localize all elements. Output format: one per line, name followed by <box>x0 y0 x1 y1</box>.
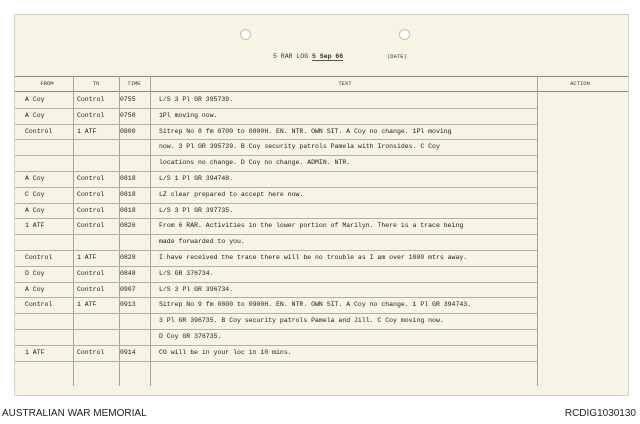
row-to-cell: Control <box>77 269 105 277</box>
row-to-cell: 1 ATF <box>77 254 97 261</box>
table-row <box>15 218 537 235</box>
row-time-cell: 0914 <box>120 348 136 356</box>
col-header-time: TIME <box>127 80 141 87</box>
row-time-cell: 0818 <box>120 206 136 214</box>
row-from-cell: 1 ATF <box>25 222 45 230</box>
row-from-cell: A Coy <box>25 206 45 214</box>
row-text-cell: made forwarded to you. <box>159 238 245 246</box>
row-time-cell: 0826 <box>120 222 136 230</box>
row-to-cell: Control <box>77 96 105 103</box>
row-from-cell: A Coy <box>25 175 45 182</box>
row-from-cell: A Coy <box>25 96 45 103</box>
table-row <box>15 139 537 156</box>
table-row <box>15 345 537 362</box>
date-label: (DATE) <box>387 53 407 60</box>
table-row <box>15 250 537 267</box>
row-from-cell: Control <box>25 127 53 135</box>
log-title: 5 RAR LOG <box>273 53 309 60</box>
row-text-cell: CO will be in your loc in 10 mins. <box>159 348 292 356</box>
table-row <box>15 187 537 204</box>
row-from-cell: 1 ATF <box>25 348 45 356</box>
row-text-cell: locations no change. D Coy no change. ADMIN. NTR. <box>159 159 351 167</box>
row-time-cell: 0818 <box>120 175 136 182</box>
row-from-cell: A Coy <box>25 285 45 293</box>
table-row <box>15 108 537 125</box>
row-time-cell: 0755 <box>120 96 136 103</box>
table-row <box>15 155 537 172</box>
log-header <box>15 53 628 67</box>
row-time-cell: 0758 <box>120 111 136 119</box>
row-text-cell: L/S 1 Pl GR 394748. <box>159 175 234 182</box>
footer-id: RCDIG1030130 <box>564 408 636 419</box>
col-header-from: FROM <box>40 80 54 87</box>
log-sheet <box>14 14 629 396</box>
row-text-cell: L/S 3 Pl GR 396734. <box>159 285 234 293</box>
row-from-cell: D Coy <box>25 269 45 277</box>
row-to-cell: Control <box>77 222 105 230</box>
punch-hole-left <box>240 29 251 40</box>
row-from-cell: Control <box>25 301 53 309</box>
row-from-cell: Control <box>25 254 53 261</box>
row-time-cell: 0907 <box>120 285 136 293</box>
row-text-cell: LZ clear prepared to accept here now. <box>159 190 304 198</box>
row-text-cell: 1Pl moving now. <box>159 111 218 119</box>
row-text-cell: L/S 3 Pl GR 397735. <box>159 206 234 214</box>
col-header-action: ACTION <box>570 80 590 87</box>
row-text-cell: D Coy GR 376735. <box>159 333 222 340</box>
table-row <box>15 313 537 330</box>
row-text-cell: now. 3 Pl GR 395739. B Coy security patrols Pamela with Ironsides. C Coy <box>159 143 440 151</box>
row-text-cell: From 6 RAR. Activities in the lower portion of Marilyn. There is a trace being <box>159 222 464 230</box>
table-row <box>15 329 537 346</box>
row-from-cell: C Coy <box>25 190 45 198</box>
footer-source: AUSTRALIAN WAR MEMORIAL <box>2 408 147 419</box>
table-row <box>15 282 537 299</box>
row-to-cell: Control <box>77 190 105 198</box>
row-from-cell: A Coy <box>25 111 45 119</box>
table-row <box>15 234 537 251</box>
punch-hole-right <box>399 29 410 40</box>
row-to-cell: Control <box>77 175 105 182</box>
row-time-cell: 0800 <box>120 127 136 135</box>
col-header-text: TEXT <box>338 80 352 87</box>
row-time-cell: 0848 <box>120 269 136 277</box>
table-row <box>15 297 537 314</box>
row-text-cell: Sitrep No 9 fm 0800 to 0900H. EN. NTR. OWN SIT. A Coy no change. 1 Pl GR 394743. <box>159 301 472 309</box>
row-to-cell: Control <box>77 111 105 119</box>
row-text-cell: 3 Pl GR 396735. B Coy security patrols Pamela and Jill. C Coy moving now. <box>159 317 444 325</box>
row-to-cell: Control <box>77 206 105 214</box>
table-row <box>15 92 537 109</box>
row-text-cell: I have received the trace there will be no trouble as I am over 1000 mtrs away. <box>159 254 468 261</box>
table-row <box>15 203 537 220</box>
row-to-cell: 1 ATF <box>77 127 97 135</box>
row-to-cell: Control <box>77 348 105 356</box>
row-to-cell: 1 ATF <box>77 301 97 309</box>
table-row <box>15 171 537 188</box>
row-text-cell: L/S GR 376734. <box>159 269 214 277</box>
row-time-cell: 0828 <box>120 254 136 261</box>
table-row <box>15 124 537 141</box>
table-row <box>15 266 537 283</box>
row-time-cell: 0913 <box>120 301 136 309</box>
col-header-to: TO <box>92 80 100 87</box>
row-text-cell: L/S 3 Pl GR 395739. <box>159 96 234 103</box>
row-time-cell: 0818 <box>120 190 136 198</box>
log-date: 5 Sep 66 <box>312 53 344 60</box>
row-to-cell: Control <box>77 285 105 293</box>
row-text-cell: Sitrep No 8 fm 0700 to 0800H. EN. NTR. OWN SIT. A Coy no change. 1Pl moving <box>159 127 452 135</box>
